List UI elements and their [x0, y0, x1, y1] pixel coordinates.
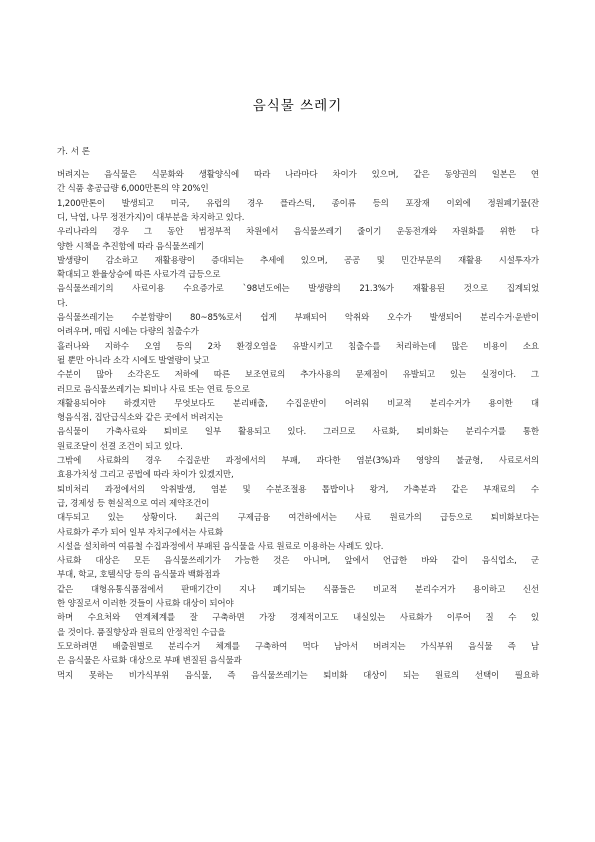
text-line: 원료조달이 선결 조건이 되고 있다. — [57, 441, 183, 452]
text-line: 간 식품 총공급량 6,000만톤의 약 20%인 — [57, 184, 209, 195]
text-line: 러므로 음식물쓰레기는 퇴비나 사료 또는 연료 등으로 — [57, 384, 250, 395]
text-line: 을 것이다. 품질향상과 원료의 안정적인 수급을 — [57, 627, 226, 638]
text-line: 양한 시책을 추진함에 따라 음식물쓰레기 — [57, 241, 205, 252]
text-line: 음식물이 가축사료와 퇴비로 일부 활용되고 있다. 그러므로 사료화, 퇴비화는 분리수거를 통한 — [57, 427, 539, 438]
text-line: 대두되고 있는 상황이다. 최근의 구제금융 여건하에서는 사료 원료가의 급등으로 퇴비화보다는 — [57, 513, 539, 524]
text-line: 은 음식물은 사료화 대상으로 부패 변질된 음식물과 — [57, 656, 242, 667]
text-line: 될 뿐만 아니라 소각 시에도 발열량이 낮고 — [57, 355, 210, 366]
text-line: 시설을 설치하여 여름철 수집과정에서 부패된 음식물을 사료 원료로 이용하는 사례도 있다. — [57, 541, 384, 552]
text-line: 하며 수요처와 연계체계를 잘 구축하면 가장 경제적이고도 내실있는 사료화가 이루어 질 수 있 — [57, 613, 539, 624]
text-line: 도모하려면 배출원별로 분리수거 체계를 구축하여 먹다 남아서 버려지는 가식부위 음식물 즉 남 — [57, 641, 539, 652]
text-line: 음식물쓰레기는 수분함량이 80~85%로서 쉽게 부패되어 악취와 오수가 발생되어 분리수거·운반이 — [57, 313, 539, 323]
text-line: 음식물쓰레기의 사료이용 수요증가로 `98년도에는 발생량의 21.3%가 재활용된 것으로 집계되었 — [57, 284, 539, 295]
text-line: 디, 낙엽, 나무 정전가지)이 대부분을 차지하고 있다. — [57, 212, 245, 223]
text-line: 그밖에 사료화의 경우 수집운반 과정에서의 부패, 과다한 염분(3%)과 영양의 불균형, 사료로서의 — [57, 456, 539, 466]
text-line: 우리나라의 경우 그 동안 범정부적 차원에서 음식물쓰레기 줄이기 운동전개와 자원화를 위한 다 — [57, 227, 539, 238]
text-line: 같은 대형유통식품점에서 판매기간이 지나 폐기되는 식품들은 비교적 분리수거가 용이하고 신선 — [57, 584, 539, 595]
text-line: 1,200만톤이 발생되고 미국, 유럽의 경우 플라스틱, 종이류 등의 포장재 이외에 정원폐기물(잔 — [57, 198, 539, 209]
text-line: 수분이 많아 소각온도 저하에 따른 보조연료의 추가사용의 문제점이 유발되고 있는 실정이다. 그 — [57, 370, 539, 381]
text-line: 퇴비처리 과정에서의 악취발생, 염분 및 수분조절용 톱밥이나 왕겨, 가축분과 같은 부재료의 수 — [57, 484, 539, 495]
text-line: 발생량이 감소하고 재활용량이 증대되는 추세에 있으며, 공공 및 민간부문의 재활용 시설투자가 — [57, 255, 539, 266]
text-line: 먹지 못하는 비가식부위 음식물, 즉 음식물쓰레기는 퇴비화 대상이 되는 원료의 선택이 필요하 — [57, 670, 539, 681]
text-line: 어려우며, 매립 시에는 다량의 침출수가 — [57, 327, 199, 338]
text-line: 사료화가 주가 되어 일부 자치구에서는 사료화 — [57, 527, 223, 538]
text-line: 형음식점, 집단급식소와 같은 곳에서 버려지는 — [57, 413, 223, 424]
text-line: 한 양질로서 이러한 것들이 사료화 대상이 되어야 — [57, 599, 234, 609]
text-line: 흘러나와 지하수 오염 등의 2차 환경오염을 유발시키고 침출수를 처리하는데 많은 비용이 소요 — [57, 341, 539, 352]
text-line: 버려지는 음식물은 식문화와 생활양식에 따라 나라마다 차이가 있으며, 같은 동양권의 일본은 연 — [57, 170, 539, 180]
text-line: 효용가치성 그리고 공법에 따라 차이가 있겠지만, — [57, 470, 234, 481]
document-title: 음식물 쓰레기 — [252, 98, 343, 114]
text-line: 부대, 학교, 호텔식당 등의 음식물과 백화점과 — [57, 570, 220, 581]
text-line: 다. — [57, 298, 68, 309]
text-line: 재활용되어야 하겠지만 무엇보다도 분리배출, 수집운반이 어려워 비교적 분리수거가 용이한 대 — [57, 398, 539, 409]
text-line: 확대되고 환율상승에 따른 사료가격 급등으로 — [57, 270, 221, 281]
section-heading: 가. 서 론 — [57, 147, 91, 157]
text-line: 사료화 대상은 모든 음식물쓰레기가 가능한 것은 아니며, 앞에서 언급한 바와 같이 음식업소, 군 — [57, 556, 539, 567]
text-line: 급, 경제성 등 현실적으로 여러 제약조건이 — [57, 498, 210, 509]
